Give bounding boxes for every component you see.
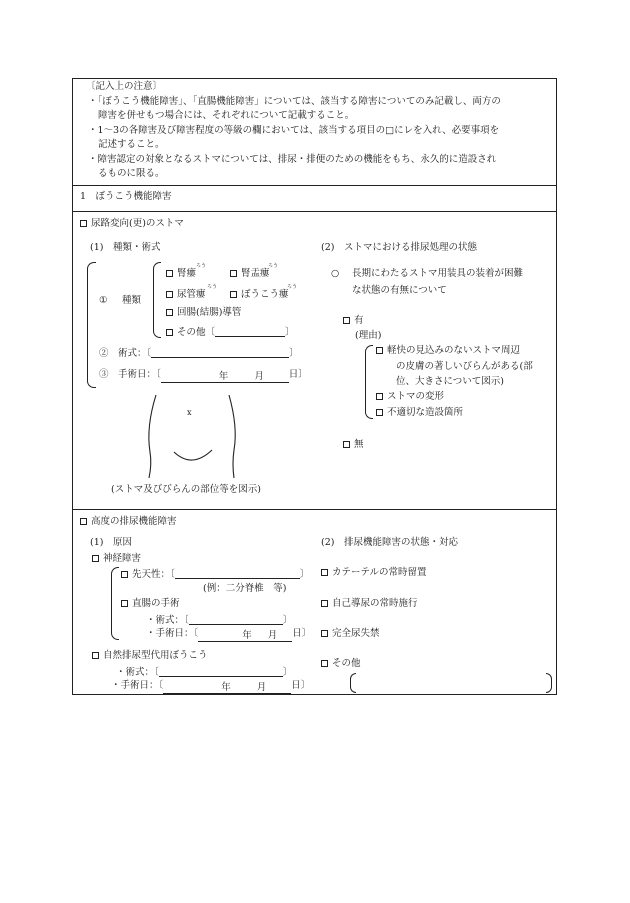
checkbox[interactable] bbox=[321, 569, 328, 576]
cause-heading: (1) 原因 bbox=[90, 537, 132, 548]
note-line: 障害を併せもつ場合には、それぞれについて記載すること。 bbox=[98, 110, 355, 121]
body-diagram bbox=[130, 392, 250, 482]
state-option[interactable]: 完全尿失禁 bbox=[321, 629, 380, 640]
checkbox[interactable] bbox=[343, 317, 350, 324]
date-input[interactable]: 年 月 bbox=[161, 372, 289, 383]
procedure-input[interactable] bbox=[151, 347, 289, 358]
checkbox[interactable] bbox=[343, 441, 350, 448]
bracket bbox=[87, 262, 96, 388]
other-bracket-right bbox=[546, 673, 552, 693]
rectal-option[interactable]: 直腸の手術 bbox=[121, 599, 180, 610]
other-input[interactable] bbox=[358, 674, 544, 690]
checkbox[interactable] bbox=[166, 309, 173, 316]
dysfunction-checkbox[interactable] bbox=[80, 518, 87, 525]
type-option[interactable]: ぼうこう瘻 bbox=[230, 290, 289, 301]
divider bbox=[72, 509, 557, 510]
question: な状態の有無について bbox=[352, 285, 447, 296]
ruby: ろう bbox=[268, 263, 279, 269]
note-line: ・障害認定の対象となるストマについては、排尿・排便のための機能をもち、永久的に造設され bbox=[88, 154, 497, 165]
reason-label: (理由) bbox=[355, 330, 382, 341]
checkbox[interactable] bbox=[92, 555, 99, 562]
bracket bbox=[365, 345, 373, 419]
type-heading: (1) 種類・術式 bbox=[90, 242, 161, 253]
type-label: 種類 bbox=[122, 295, 142, 306]
checkbox[interactable] bbox=[321, 600, 328, 607]
checkbox[interactable] bbox=[121, 600, 128, 607]
type-option[interactable]: 腎瘻 bbox=[166, 269, 196, 280]
checkbox[interactable] bbox=[376, 409, 383, 416]
bracket bbox=[153, 262, 161, 338]
procedure-input[interactable] bbox=[159, 666, 283, 677]
state-heading: (2) 排尿機能障害の状態・対応 bbox=[321, 537, 458, 548]
state-heading: (2) ストマにおける排尿処理の状態 bbox=[321, 242, 477, 253]
checkbox[interactable] bbox=[230, 270, 237, 277]
date-input[interactable]: 年 月 bbox=[163, 683, 291, 694]
type-option[interactable]: その他〔 〕 bbox=[166, 326, 295, 339]
natural-option[interactable]: 自然排尿型代用ぼうこう bbox=[92, 651, 208, 662]
stoma-checkbox[interactable] bbox=[80, 220, 87, 227]
date-input[interactable]: 年 月 bbox=[198, 631, 292, 642]
notes-title: 〔記入上の注意〕 bbox=[86, 81, 163, 92]
note-line: 記述すること。 bbox=[98, 139, 165, 150]
divider bbox=[72, 211, 557, 212]
no-option[interactable]: 無 bbox=[343, 440, 364, 451]
procedure-input[interactable] bbox=[189, 614, 283, 625]
example: (例：二分脊椎 等) bbox=[203, 583, 287, 594]
reason-option[interactable]: ストマの変形 bbox=[376, 392, 444, 403]
type-option[interactable]: 腎盂瘻 bbox=[230, 269, 270, 280]
reason-text: の皮膚の著しいびらんがある(部 bbox=[396, 361, 533, 372]
date-row: ・手術日：〔 年 月 日〕 bbox=[146, 628, 312, 641]
checkbox[interactable] bbox=[376, 347, 383, 354]
divider bbox=[72, 185, 557, 186]
date-row: ・手術日：〔 年 月 日〕 bbox=[111, 680, 311, 693]
ruby: ろう bbox=[287, 284, 298, 290]
checkbox[interactable] bbox=[92, 652, 99, 659]
state-option[interactable]: カテーテルの常時留置 bbox=[321, 568, 427, 579]
date-row: ③ 手術日：〔 年 月 日〕 bbox=[99, 369, 308, 382]
diagram-caption: (ストマ及びびらんの部位等を図示) bbox=[111, 484, 261, 495]
type-option[interactable]: 回腸(結腸)導管 bbox=[166, 308, 241, 319]
section-title: 1 ぼうこう機能障害 bbox=[80, 191, 172, 202]
reason-option[interactable]: 軽快の見込みのないストマ周辺 bbox=[376, 346, 520, 357]
other-input[interactable] bbox=[215, 326, 285, 337]
checkbox[interactable] bbox=[166, 329, 173, 336]
navel-mark: x bbox=[187, 408, 192, 417]
dysfunction-title: 高度の排尿機能障害 bbox=[80, 517, 177, 528]
question: 長期にわたるストマ用装具の装着が困難 bbox=[352, 268, 524, 279]
note-line: るものに限る。 bbox=[98, 168, 165, 179]
neuro-option[interactable]: 神経障害 bbox=[92, 554, 141, 565]
congenital-input[interactable] bbox=[175, 568, 300, 579]
checkbox[interactable] bbox=[166, 270, 173, 277]
procedure-row: ・術式：〔 〕 bbox=[116, 667, 293, 678]
note-line: ・「ぼうこう機能障害」、「直腸機能障害」については、該当する障害についてのみ記載し、両方の bbox=[88, 96, 501, 107]
checkbox[interactable] bbox=[166, 291, 173, 298]
stoma-title: 尿路変向(更)のストマ bbox=[80, 219, 184, 230]
yes-option[interactable]: 有 bbox=[343, 316, 364, 327]
question-mark: ○ bbox=[331, 268, 340, 279]
reason-option[interactable]: 不適切な造設箇所 bbox=[376, 408, 463, 419]
procedure-row: ② 術式：〔 〕 bbox=[99, 348, 299, 359]
note-line: ・1～3の各障害及び障害程度の等級の欄においては、該当する項目の□にレを入れ、必要事項を bbox=[88, 125, 500, 136]
checkbox[interactable] bbox=[321, 660, 328, 667]
checkbox[interactable] bbox=[230, 291, 237, 298]
reason-text: 位、大きさについて図示) bbox=[396, 376, 505, 387]
congenital-option[interactable]: 先天性：〔 〕 bbox=[121, 568, 309, 581]
type-number: ① bbox=[99, 295, 108, 306]
checkbox[interactable] bbox=[376, 393, 383, 400]
bracket bbox=[111, 567, 119, 640]
state-option[interactable]: その他 bbox=[321, 659, 361, 670]
other-bracket-left bbox=[350, 673, 356, 693]
type-option[interactable]: 尿管瘻 bbox=[166, 290, 206, 301]
ruby: ろう bbox=[207, 284, 218, 290]
checkbox[interactable] bbox=[321, 630, 328, 637]
checkbox[interactable] bbox=[121, 571, 128, 578]
ruby: ろう bbox=[196, 263, 207, 269]
procedure-row: ・術式：〔 〕 bbox=[146, 615, 293, 626]
state-option[interactable]: 自己導尿の常時施行 bbox=[321, 599, 418, 610]
